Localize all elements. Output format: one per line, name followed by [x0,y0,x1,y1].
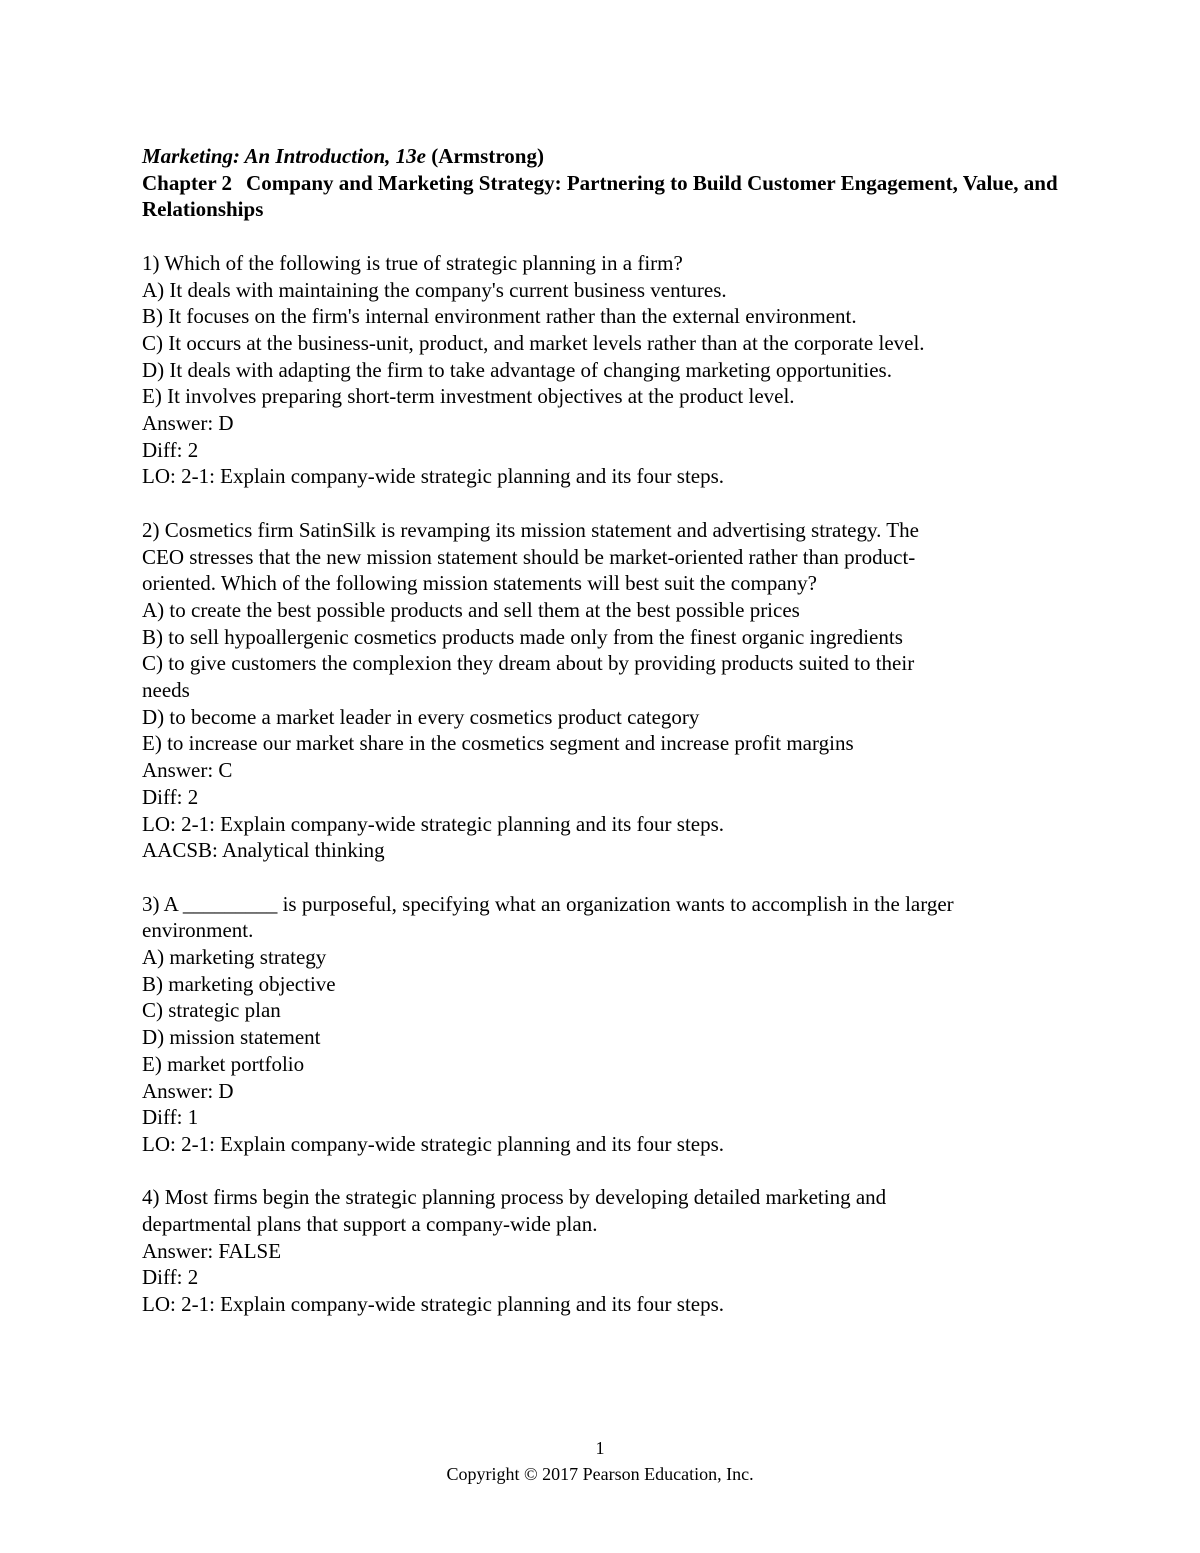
question-meta-line: Diff: 2 [142,1265,199,1290]
answer-option: needs [142,678,190,703]
question-stem-line: 4) Most firms begin the strategic planning process by developing detailed marketing and [142,1185,887,1210]
page-number: 1 [595,1438,605,1458]
question-meta-line: LO: 2-1: Explain company-wide strategic planning and its four steps. [142,464,725,489]
question-meta-line: Diff: 2 [142,437,199,462]
question-meta-line: LO: 2-1: Explain company-wide strategic planning and its four steps. [142,1131,725,1156]
question-stem-line: 2) Cosmetics firm SatinSilk is revamping its mission statement and advertising strategy. The [142,517,919,542]
question-block [142,1184,1072,1318]
question-block [142,250,1072,490]
question-meta-line: Answer: D [142,1078,234,1103]
answer-option: E) market portfolio [142,1051,305,1076]
question-block [142,517,1072,864]
answer-option: B) It focuses on the firm's internal environment rather than the external environment. [142,304,857,329]
copyright-notice: Copyright © 2017 Pearson Education, Inc. [446,1464,754,1484]
answer-option: D) to become a market leader in every cosmetics product category [142,704,700,729]
question-meta-line: Diff: 1 [142,1105,199,1130]
question-list [142,250,1072,1318]
answer-option: C) It occurs at the business-unit, product, and market levels rather than at the corporate level. [142,330,925,355]
answer-option: A) It deals with maintaining the company's current business ventures. [142,277,727,302]
book-title-line [142,143,1072,170]
question-meta-line: AACSB: Analytical thinking [142,838,385,863]
chapter-title: Company and Marketing Strategy: Partnering to Build Customer Engagement, Value, and Relationships [142,170,1058,222]
answer-option: A) to create the best possible products and sell them at the best possible prices [142,597,800,622]
question-stem-line: CEO stresses that the new mission statement should be market-oriented rather than product- [142,544,916,569]
question-meta-line: Answer: C [142,758,233,783]
answer-option: E) to increase our market share in the cosmetics segment and increase profit margins [142,731,854,756]
question-stem-line: oriented. Which of the following mission statements will best suit the company? [142,571,817,596]
chapter-number: Chapter 2 [142,170,233,195]
answer-option: B) to sell hypoallergenic cosmetics products made only from the finest organic ingredients [142,624,903,649]
answer-option: B) marketing objective [142,971,336,996]
answer-option: A) marketing strategy [142,945,327,970]
book-title: Marketing: An Introduction, 13e [142,144,426,168]
question-block [142,891,1072,1158]
question-meta-line: Answer: FALSE [142,1238,282,1263]
question-meta-line: Diff: 2 [142,784,199,809]
chapter-heading [142,170,1072,223]
question-meta-line: LO: 2-1: Explain company-wide strategic planning and its four steps. [142,1292,725,1317]
question-stem-line: environment. [142,918,254,943]
answer-option: D) It deals with adapting the firm to take advantage of changing marketing opportunities. [142,357,892,382]
question-meta-line: LO: 2-1: Explain company-wide strategic planning and its four steps. [142,811,725,836]
question-stem-line: 1) Which of the following is true of strategic planning in a firm? [142,250,683,275]
page-content [142,143,1072,1318]
question-stem-line: departmental plans that support a company-wide plan. [142,1212,598,1237]
question-stem-line: 3) A _________ is purposeful, specifying what an organization wants to accomplish in the larger [142,891,954,916]
answer-option: D) mission statement [142,1025,321,1050]
book-author: (Armstrong) [431,144,544,168]
answer-option: C) strategic plan [142,998,281,1023]
question-meta-line: Answer: D [142,411,234,436]
answer-option: C) to give customers the complexion they dream about by providing products suited to their [142,651,915,676]
answer-option: E) It involves preparing short-term investment objectives at the product level. [142,384,795,409]
